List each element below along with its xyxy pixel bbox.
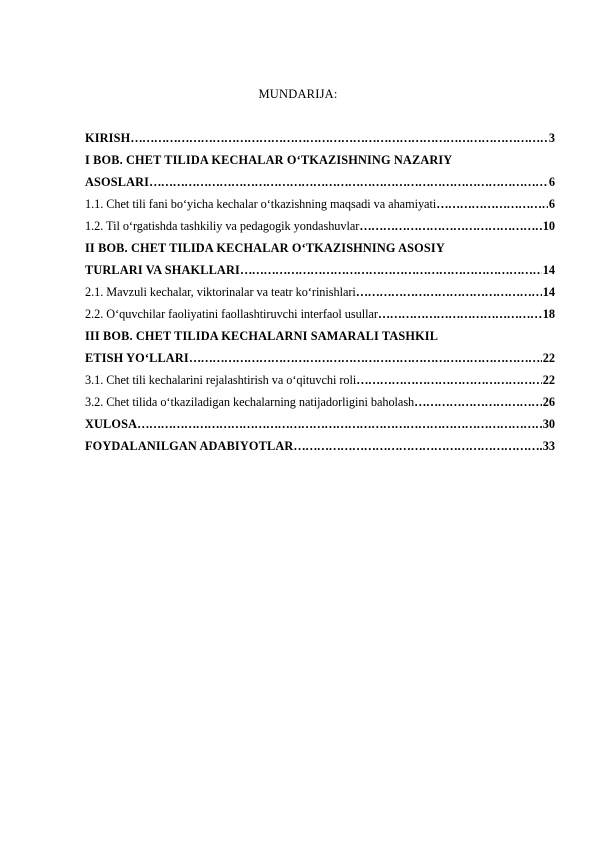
toc-entry-text: I BOB. CHET TILIDA KECHALAR O‘TKAZISHNING NAZARIY [85,153,453,167]
toc-entry-text: XULOSA [85,417,138,431]
toc-entry-bibliography [85,438,555,460]
toc-entry-3-1 [85,372,555,394]
toc-dot-leader [436,196,548,212]
toc-entry-text: FOYDALANILGAN ADABIYOTLAR [85,439,294,453]
toc-entry-text: 1.2. Til o‘rgatishda tashkiliy va pedagogik yondashuvlar [85,219,360,233]
page-title: MUNDARIJA: [258,87,338,101]
toc-dot-leader [356,372,541,388]
toc-entry-text: 1.1. Chet tili fani bo‘yicha kechalar o‘tkazishning maqsadi va ahamiyati [85,197,437,211]
toc-entry-2-2 [85,306,555,328]
toc-page-number: 22 [542,351,555,365]
toc-entry-xulosa [85,416,555,438]
toc-dot-leader [130,130,548,146]
toc-page-number: 26 [542,395,555,409]
toc-entry-text: II BOB. CHET TILIDA KECHALAR O‘TKAZISHNING ASOSIY [85,241,445,255]
toc-entry-text: 2.1. Mavzuli kechalar, viktorinalar va teatr ko‘rinishlari [85,285,356,299]
toc-entry-1-2 [85,218,555,240]
toc-entry-text: ETISH YO‘LLARI [85,351,189,365]
toc-entry-chapter-3 [85,350,555,372]
toc-dot-leader [378,306,542,322]
toc-dot-leader [293,438,541,454]
toc-dot-leader [137,416,542,432]
toc-entry-chapter-1 [85,174,555,196]
toc-page-number: 6 [548,197,555,211]
toc-page-number: 22 [542,373,555,387]
toc-entry-1-1 [85,196,555,218]
toc-entry-text: 3.1. Chet tili kechalarini rejalashtirish va o‘qituvchi roli [85,373,357,387]
toc-entry-text: 2.2. O‘quvchilar faoliyatini faollashtiruvchi interfaol usullar [85,307,378,321]
toc-page-number: 33 [542,439,555,453]
toc-dot-leader [149,174,548,190]
toc-entry-chapter-2 [85,262,555,284]
toc-entry-3-2 [85,394,555,416]
toc-dot-leader [356,284,542,300]
toc-entry-kirish [85,130,555,152]
toc-chapter-1-heading [85,152,555,174]
toc-chapter-2-heading [85,240,555,262]
toc-entry-text: KIRISH [85,131,131,145]
table-of-contents [85,130,555,460]
toc-page-number: 18 [542,307,555,321]
toc-page-number: 10 [542,219,555,233]
toc-page-number: 3 [548,131,555,145]
toc-entry-2-1 [85,284,555,306]
toc-dot-leader [359,218,541,234]
toc-dot-leader [414,394,542,410]
toc-page-number: 6 [548,175,555,189]
toc-dot-leader [240,262,542,278]
toc-entry-text: TURLARI VA SHAKLLARI [85,263,240,277]
toc-page-number: 30 [542,417,555,431]
toc-entry-text: ASOSLARI [85,175,150,189]
toc-entry-text: 3.2. Chet tilida o‘tkaziladigan kechalarning natijadorligini baholash [85,395,415,409]
toc-page-number: 14 [542,285,555,299]
toc-chapter-3-heading [85,328,555,350]
toc-dot-leader [189,350,542,366]
toc-page-number: 14 [542,263,555,277]
toc-entry-text: III BOB. CHET TILIDA KECHALARNI SAMARALI TASHKIL [85,329,439,343]
